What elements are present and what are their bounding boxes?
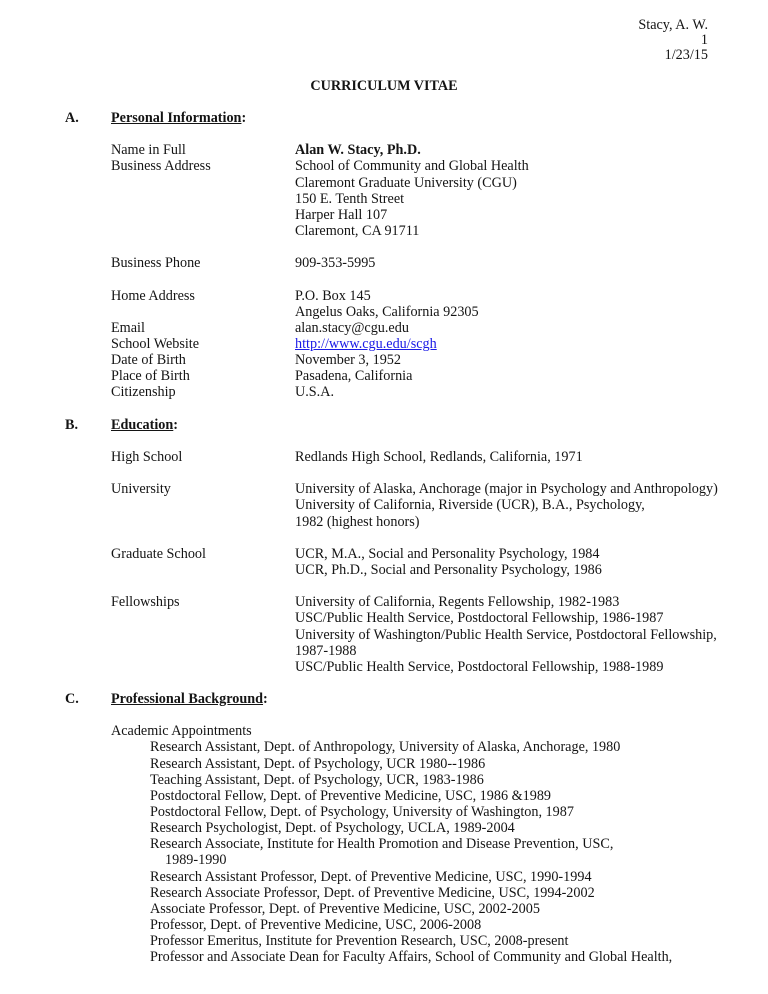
header-page-number: 1 [700,32,708,48]
graduate-label: Graduate School [111,545,206,562]
appointment-item: Professor, Dept. of Preventive Medicine, USC, 2006-2008 [150,917,482,934]
header-date: 1/23/15 [664,47,708,63]
business-address-label: Business Address [111,158,211,175]
home-address-line: Angelus Oaks, California 92305 [295,303,479,320]
business-phone-label: Business Phone [111,255,201,272]
section-letter: B. [65,416,79,433]
business-phone-value: 909-353-5995 [295,255,376,272]
colon: : [263,691,268,708]
appointment-item: Research Associate, Institute for Health Promotion and Disease Prevention, USC, [150,836,614,853]
section-a-heading [0,110,768,126]
appointment-item: Research Associate Professor, Dept. of Preventive Medicine, USC, 1994-2002 [150,884,595,901]
business-address-row [0,158,768,174]
citizenship-row [0,384,768,400]
dob-row [0,352,768,368]
business-address-line: School of Community and Global Health [295,158,529,175]
graduate-row [0,546,768,562]
high-school-label: High School [111,448,183,465]
header-author: Stacy, A. W. [638,17,708,33]
dob-value: November 3, 1952 [295,352,401,369]
graduate-line: UCR, Ph.D., Social and Personality Psychology, 1986 [295,561,602,578]
email-label: Email [111,319,145,336]
high-school-value: Redlands High School, Redlands, California, 1971 [295,448,583,465]
home-address-row [0,288,768,304]
appointment-item: Research Assistant Professor, Dept. of Preventive Medicine, USC, 1990-1994 [150,868,592,885]
business-address-line: Harper Hall 107 [295,206,388,223]
fellowships-row [0,594,768,610]
business-address-line: Claremont Graduate University (CGU) [295,174,517,191]
pob-row [0,368,768,384]
university-line: University of California, Riverside (UCR), B.A., Psychology, [295,497,645,514]
email-value: alan.stacy@cgu.edu [295,319,409,336]
appointment-item: Research Assistant, Dept. of Anthropology, University of Alaska, Anchorage, 1980 [150,739,621,756]
appointment-item: Teaching Assistant, Dept. of Psychology, UCR, 1983-1986 [150,771,484,788]
business-phone-row [0,255,768,271]
email-row [0,320,768,336]
website-row [0,336,768,352]
document-title: CURRICULUM VITAE [310,78,458,94]
section-c-heading [0,691,768,707]
fellowship-line: 1987-1988 [295,642,357,659]
pob-label: Place of Birth [111,368,190,385]
appointment-item: Postdoctoral Fellow, Dept. of Preventive Medicine, USC, 1986 &1989 [150,787,552,804]
citizenship-label: Citizenship [111,384,176,401]
appointment-item: Professor Emeritus, Institute for Prevention Research, USC, 2008-present [150,933,569,950]
fellowship-line: University of Washington/Public Health Service, Postdoctoral Fellowship, [295,626,717,643]
home-address-line: P.O. Box 145 [295,287,371,304]
fellowship-line: USC/Public Health Service, Postdoctoral Fellowship, 1986-1987 [295,610,664,627]
document-body [0,110,768,965]
appointment-item: Associate Professor, Dept. of Preventive Medicine, USC, 2002-2005 [150,900,540,917]
high-school-row [0,449,768,465]
home-address-label: Home Address [111,287,195,304]
graduate-line: UCR, M.A., Social and Personality Psychology, 1984 [295,545,600,562]
website-link[interactable]: http://www.cgu.edu/scgh [295,335,437,352]
university-row [0,481,768,497]
pob-value: Pasadena, California [295,368,413,385]
section-letter: C. [65,691,79,708]
academic-appointments-label: Academic Appointments [111,723,252,740]
fellowships-label: Fellowships [111,594,180,611]
appointment-item: Research Psychologist, Dept. of Psychology, UCLA, 1989-2004 [150,820,515,837]
section-title: Professional Background [111,691,264,708]
section-b-heading [0,417,768,433]
dob-label: Date of Birth [111,352,186,369]
university-line: University of Alaska, Anchorage (major in Psychology and Anthropology) [295,481,718,498]
name-label: Name in Full [111,142,186,159]
appointment-item: Research Assistant, Dept. of Psychology, UCR 1980--1986 [150,755,486,772]
business-address-line: 150 E. Tenth Street [295,190,405,207]
name-row [0,142,768,158]
section-letter: A. [65,110,79,126]
website-label: School Website [111,335,200,352]
fellowship-line: USC/Public Health Service, Postdoctoral Fellowship, 1988-1989 [295,658,664,675]
section-title: Education [111,416,174,433]
citizenship-value: U.S.A. [295,384,335,401]
colon: : [241,110,247,126]
colon: : [173,416,179,433]
appointment-item-continued: 1989-1990 [165,852,227,869]
business-address-line: Claremont, CA 91711 [295,222,420,239]
university-line: 1982 (highest honors) [295,513,420,530]
section-title: Personal Information [111,110,242,126]
appointment-item: Postdoctoral Fellow, Dept. of Psychology, University of Washington, 1987 [150,804,574,821]
page-header [638,18,708,63]
university-label: University [111,481,171,498]
name-value: Alan W. Stacy, Ph.D. [295,142,421,159]
appointment-item: Professor and Associate Dean for Faculty Affairs, School of Community and Global Health, [150,949,673,966]
fellowship-line: University of California, Regents Fellowship, 1982-1983 [295,594,620,611]
